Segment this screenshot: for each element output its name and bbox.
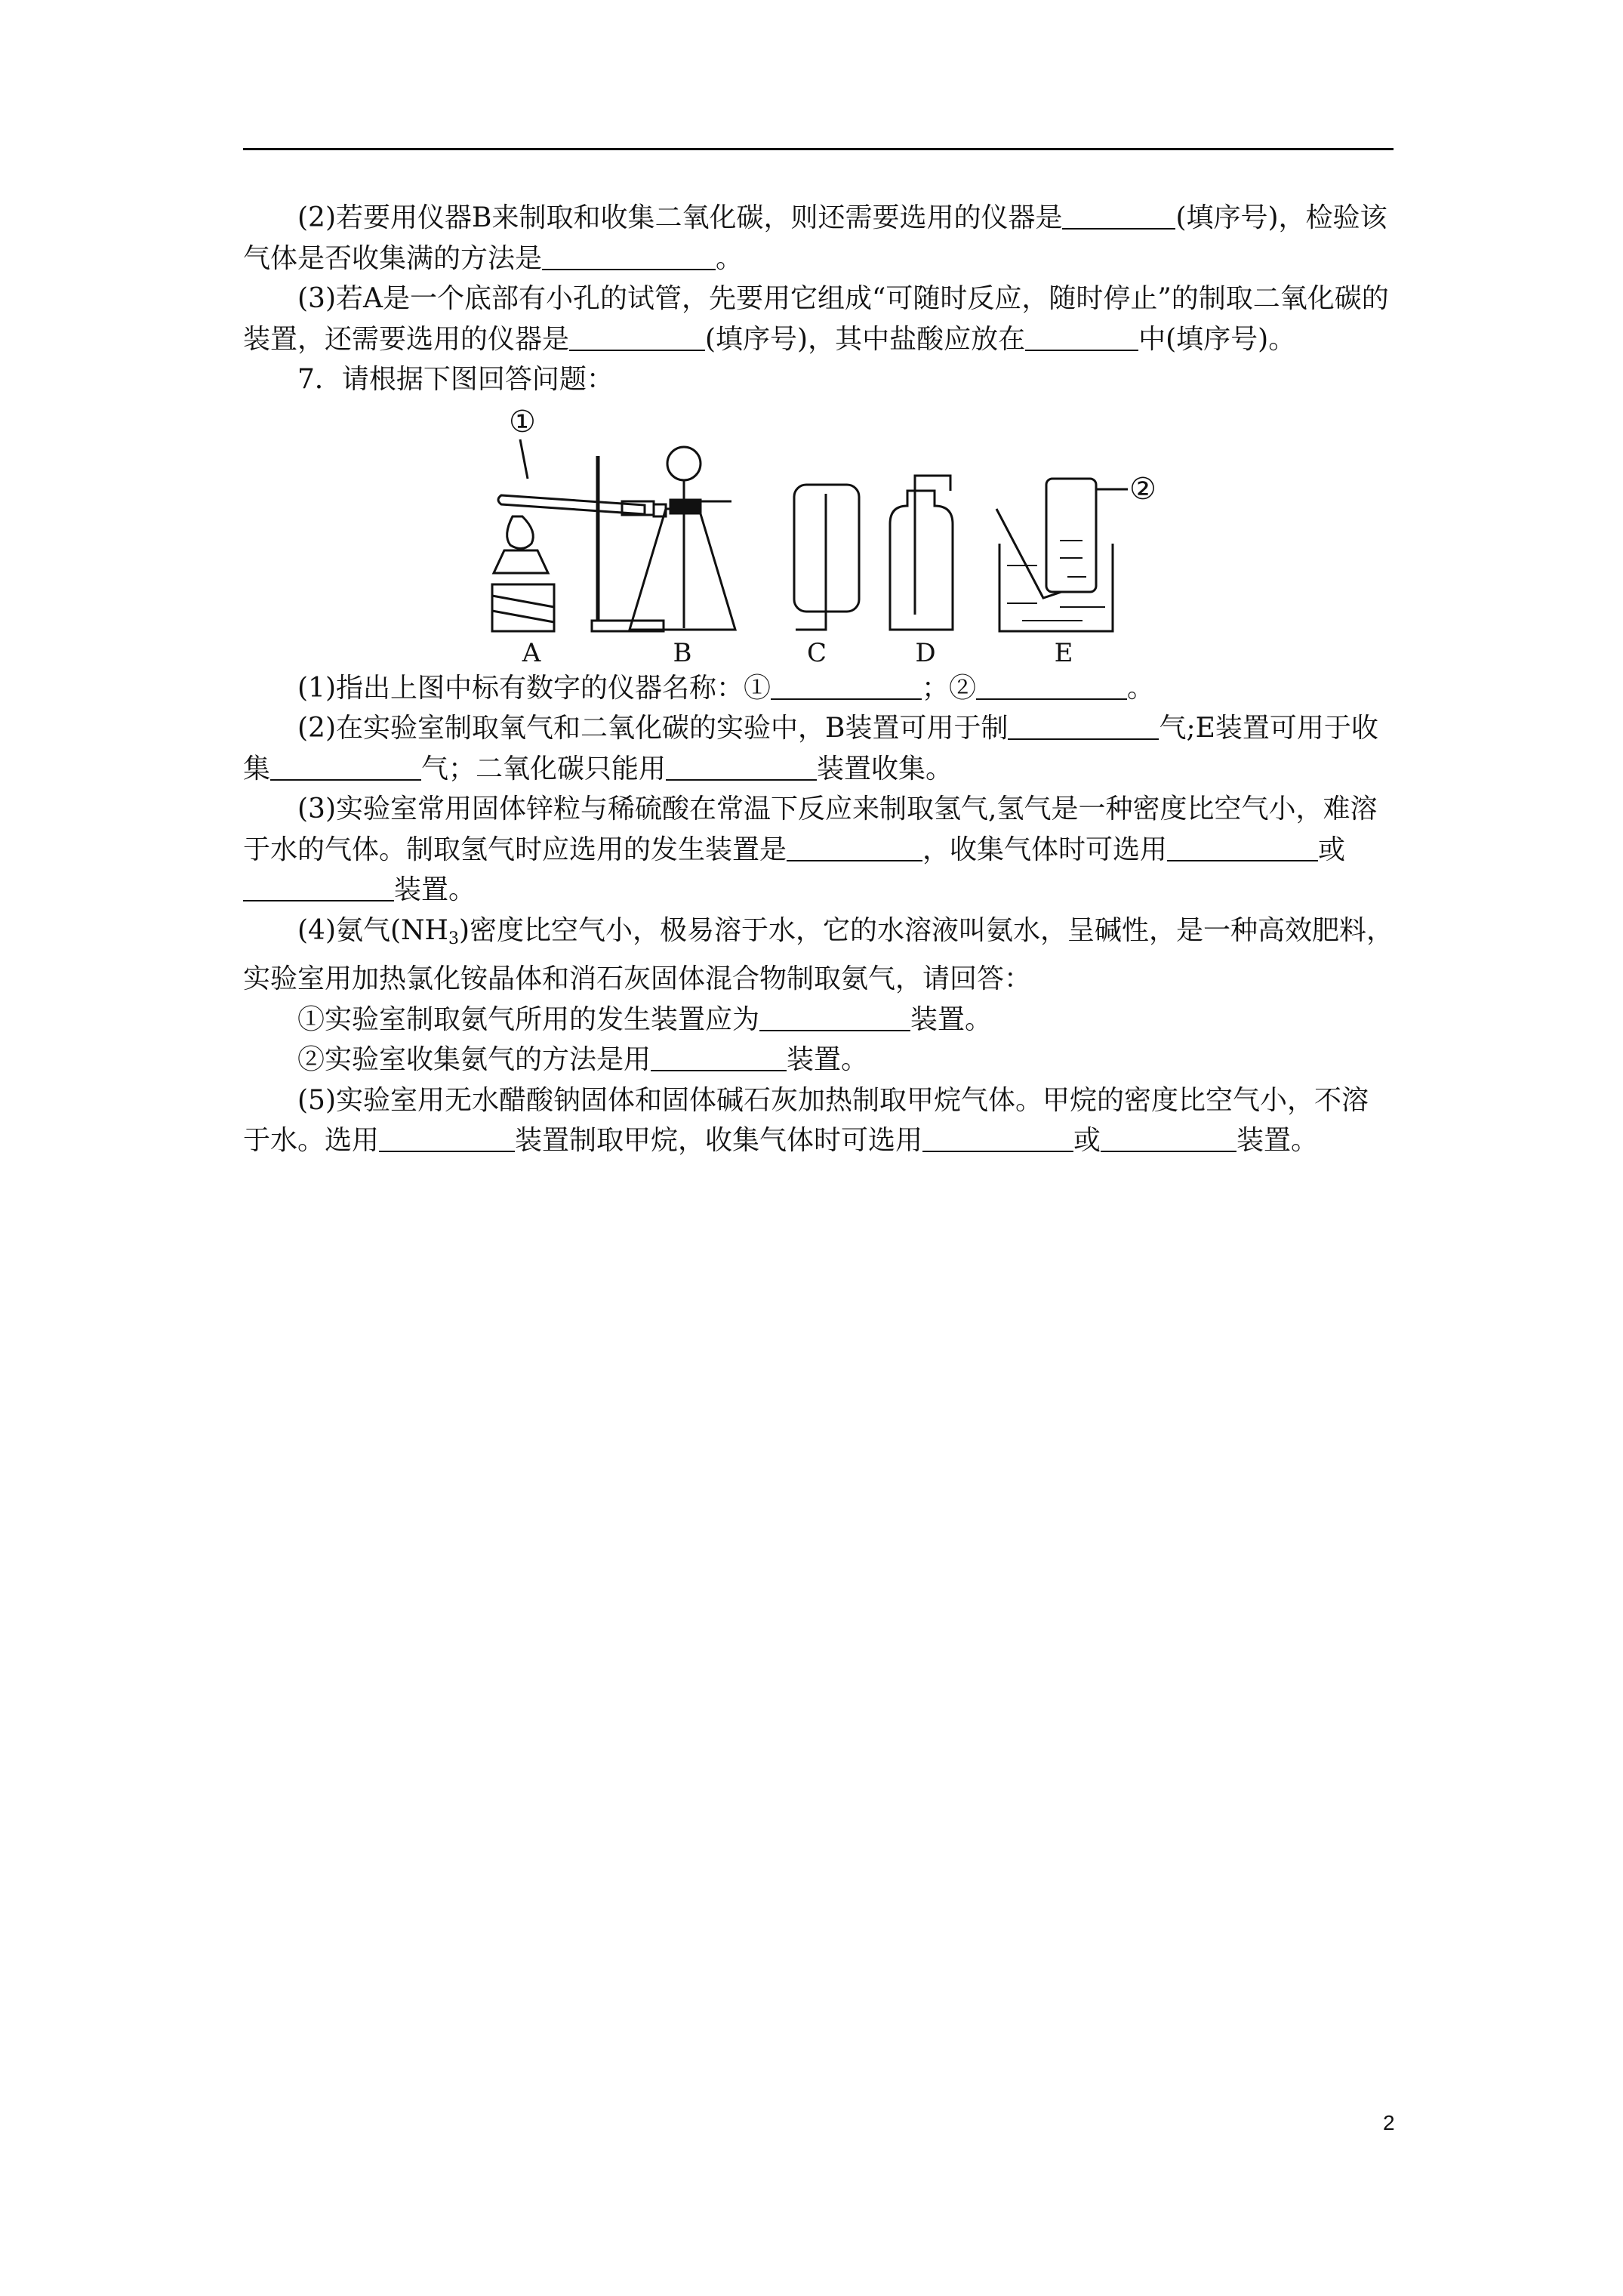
q7-part3-text: 或 — [1318, 834, 1346, 865]
q7-part4-text: )密度比空气小，极易溶于水，它的水溶液叫氨水，呈碱性，是一种高效肥料，实验室用加热氯化铵晶体和消石灰固体混合物制取氨气，请回答： — [243, 914, 1394, 994]
label-a: A — [522, 637, 541, 664]
q7-part2-text: 气；二氧化碳只能用 — [421, 753, 667, 784]
q7-part3-text: 装置。 — [394, 874, 476, 905]
wood-grain — [492, 596, 554, 607]
header-rule — [243, 148, 1394, 150]
q7-part4a-text: ①实验室制取氨气所用的发生装置应为 — [297, 1003, 760, 1035]
answer-blank[interactable] — [379, 1123, 515, 1152]
stopper-b — [670, 500, 701, 513]
answer-blank[interactable] — [1008, 711, 1159, 740]
q6-part3-text: 中(填序号)。 — [1138, 323, 1296, 355]
q7-part2-text: 气;E装置可用于收集 — [243, 713, 1378, 784]
q6-part2-text: (2)若要用仪器B来制取和收集二氧化碳，则还需要选用的仪器是 — [297, 202, 1063, 233]
q7-part4b-text: ②实验室收集氨气的方法是用 — [297, 1044, 651, 1075]
tube-d — [915, 476, 950, 615]
q7-part4-text: (4)氨气(NH — [297, 914, 448, 946]
label-e: E — [1054, 637, 1073, 664]
subscript: 3 — [448, 929, 459, 948]
q7-part1-text: 。 — [1127, 672, 1155, 704]
apparatus-b — [630, 447, 735, 630]
answer-blank[interactable] — [1062, 201, 1175, 230]
q7-part2-text: 装置收集。 — [817, 753, 953, 784]
q7-part3-text: (3)实验室常用固体锌粒与稀硫酸在常温下反应来制取氢气,氢气是一种密度比空气小，难溶于水的气体。制取氢气时应选用的发生装置是 — [243, 794, 1378, 865]
apparatus-labels — [522, 638, 1073, 664]
q7-part5-text: (5)实验室用无水醋酸钠固体和固体碱石灰加热制取甲烷气体。甲烷的密度比空气小，不溶于水。选用 — [243, 1084, 1369, 1156]
label-d: D — [915, 637, 936, 664]
funnel-bulb — [667, 447, 701, 480]
callout-1-leader — [520, 439, 528, 479]
q6-part2-text: 。 — [716, 242, 744, 274]
page-content — [243, 198, 1394, 1161]
flame — [507, 516, 534, 549]
bottle-d — [890, 491, 953, 630]
wood-block — [492, 584, 554, 631]
q7-part3 — [243, 789, 1394, 911]
answer-blank[interactable] — [569, 322, 705, 351]
apparatus-d — [890, 476, 953, 630]
q7-part4b-text: 装置。 — [787, 1044, 869, 1075]
q6-part3 — [243, 279, 1394, 359]
outlet-c — [796, 612, 826, 630]
q7-part1 — [243, 668, 1394, 709]
q6-part3-text: (3)若A是一个底部有小孔的试管，先要用它组成“可随时反应，随时停止”的制取二氧化碳的装置，还需要选用的仪器是 — [243, 283, 1389, 355]
answer-blank[interactable] — [1025, 322, 1138, 351]
answer-blank[interactable] — [1101, 1123, 1236, 1152]
q7-part5-text: 或 — [1073, 1125, 1101, 1156]
q7-part3-text: ，收集气体时可选用 — [922, 834, 1168, 865]
apparatus-figure — [243, 403, 1394, 664]
collecting-bottle — [1046, 479, 1096, 592]
q6-part2-text: (填序号)，检验该气体是否收集满的方法是 — [243, 202, 1387, 274]
label-b: B — [673, 637, 692, 664]
label-c: C — [806, 637, 827, 664]
q6-part2 — [243, 198, 1394, 279]
q7-title: 7．请根据下图回答问题： — [297, 364, 614, 395]
wood-grain — [492, 611, 554, 622]
answer-blank[interactable] — [1167, 833, 1318, 861]
answer-blank[interactable] — [787, 833, 922, 861]
answer-blank[interactable] — [976, 671, 1127, 700]
callout-1: ① — [509, 404, 536, 439]
conical-flask — [630, 509, 735, 630]
q7-part2 — [243, 708, 1394, 789]
q7-part5-text: 装置。 — [1236, 1125, 1319, 1156]
q7-part4a-text: 装置。 — [910, 1003, 993, 1035]
q7-part4 — [243, 911, 1394, 1000]
answer-blank[interactable] — [651, 1043, 787, 1071]
apparatus-diagram — [479, 403, 1158, 664]
apparatus-e — [996, 472, 1156, 631]
answer-blank[interactable] — [243, 873, 394, 901]
q7-part4-a — [243, 1000, 1394, 1040]
q7-part1-text: (1)指出上图中标有数字的仪器名称：① — [297, 672, 771, 704]
callout-2: ② — [1129, 471, 1156, 507]
q7-part4-b — [243, 1040, 1394, 1080]
q7-part2-text: (2)在实验室制取氧气和二氧化碳的实验中，B装置可用于制 — [297, 713, 1009, 744]
answer-blank[interactable] — [666, 752, 817, 781]
q7-part1-text: ；② — [922, 672, 977, 704]
q7-part5-text: 装置制取甲烷，收集气体时可选用 — [515, 1125, 923, 1156]
alcohol-lamp — [494, 550, 548, 573]
answer-blank[interactable] — [922, 1123, 1073, 1152]
apparatus-c — [794, 485, 859, 630]
answer-blank[interactable] — [542, 242, 716, 270]
answer-blank[interactable] — [771, 671, 922, 700]
answer-blank[interactable] — [759, 1003, 910, 1031]
q6-part3-text: (填序号)，其中盐酸应放在 — [705, 323, 1026, 355]
q7-part5 — [243, 1080, 1394, 1161]
delivery-tube-e — [996, 509, 1061, 598]
page-number: 2 — [1383, 2111, 1395, 2134]
answer-blank[interactable] — [270, 752, 421, 781]
